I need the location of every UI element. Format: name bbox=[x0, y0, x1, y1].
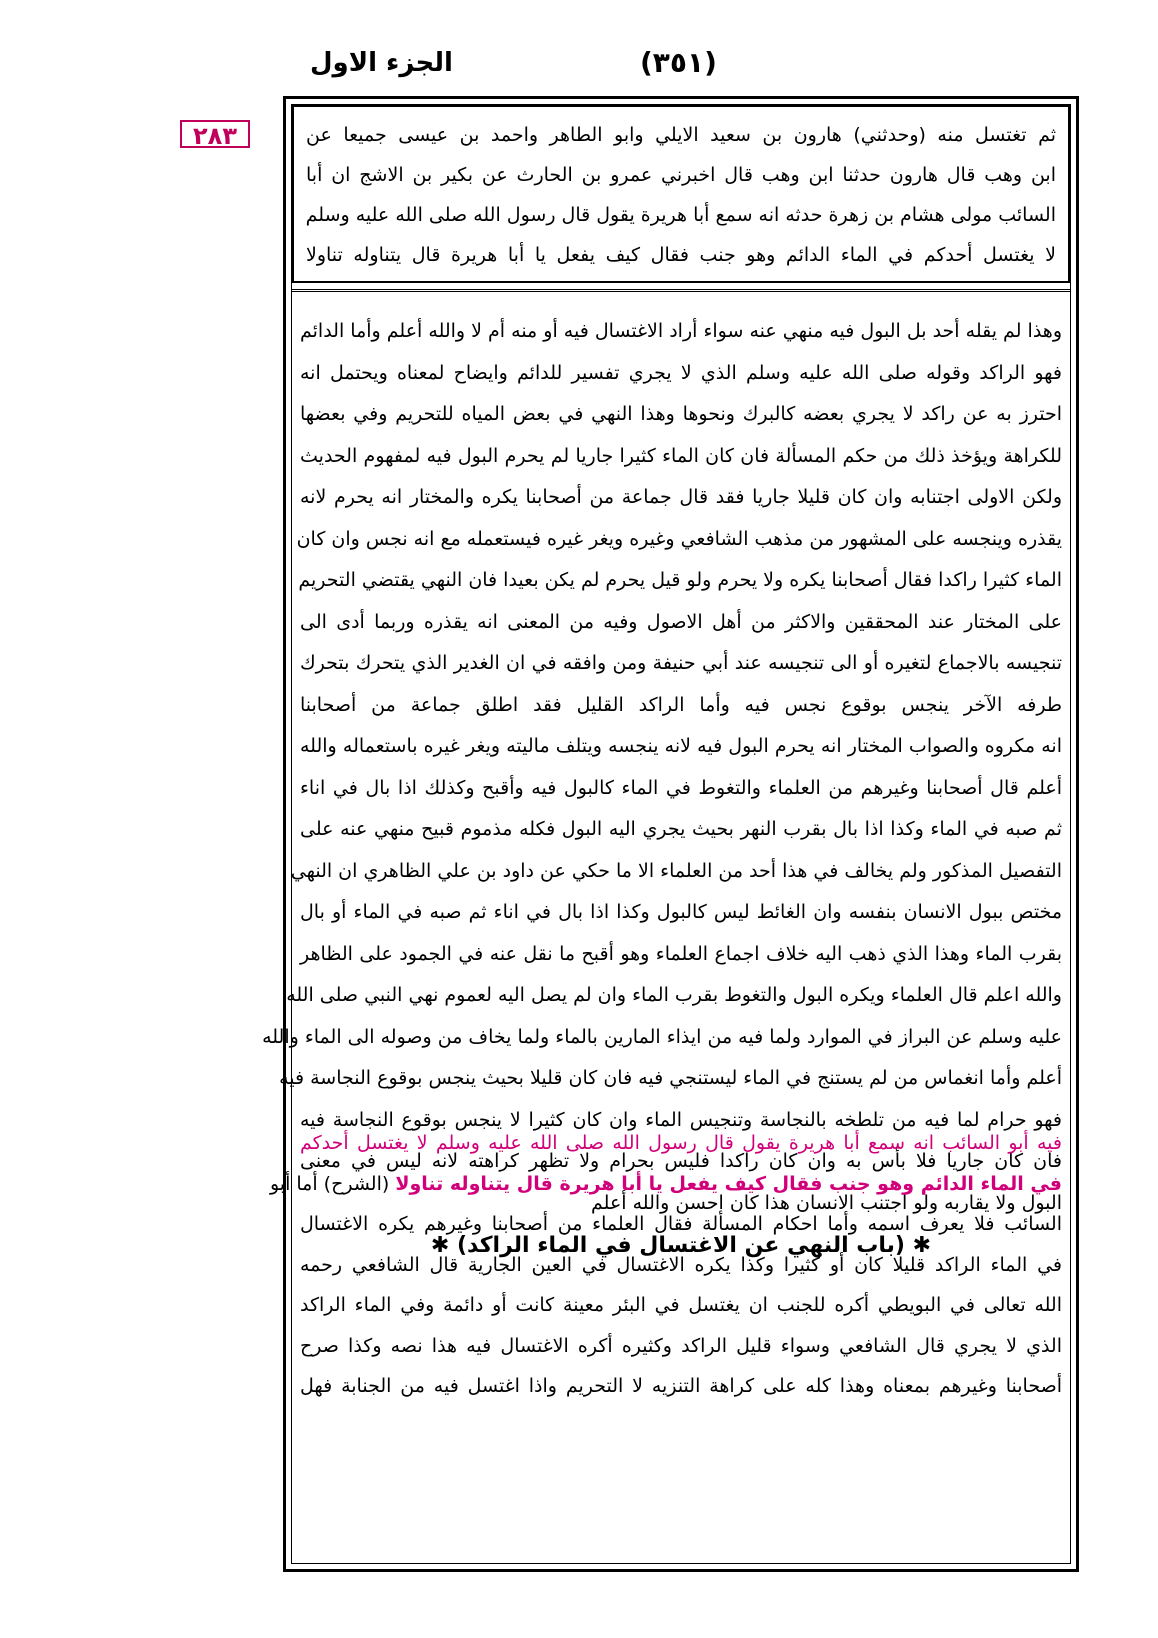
commentary-line: انه مكروه والصواب المختار انه يحرم البول فيه لانه ينجسه ويتلف ماليته ويغر غيره باستعماله والله bbox=[300, 735, 1062, 757]
commentary-line: ثم صبه في الماء وكذا اذا بال بقرب النهر بحيث يجري اليه البول فكله مذموم قبيح منهي عنه على bbox=[300, 818, 1062, 840]
commentary-line: التفصيل المذكور ولم يخالف في هذا أحد من العلماء الا ما حكي عن داود بن علي الظاهري ان النهي bbox=[290, 859, 1062, 882]
sharh-line: الله تعالى في البويطي أكره للجنب ان يغتسل في البئر معينة كانت أو دائمة وفي الماء الراكد bbox=[300, 1294, 1062, 1316]
commentary-line: البول ولا يقاربه ولو اجتنب الانسان هذا كان احسن والله أعلم bbox=[591, 1191, 1062, 1214]
hadith-line: لا يغتسل أحدكم في الماء الدائم وهو جنب فقال كيف يفعل يا أبا هريرة قال يتناوله تناولا bbox=[306, 244, 1056, 266]
star-ornament-icon: ✱ bbox=[430, 1233, 450, 1258]
chapter-hadith-line-end: في الماء الدائم وهو جنب فقال كيف يفعل يا أبا هريرة قال يتناوله تناولا bbox=[395, 1172, 1062, 1195]
page-header-title: الجزء الاول bbox=[310, 48, 453, 78]
commentary-line: فهو حرام لما فيه من تلطخه بالنجاسة وتنجيس الماء وان كان كثيرا لا ينجس بوقوع النجاسة فيه bbox=[300, 1108, 1062, 1131]
chapter-body bbox=[269, 1123, 1062, 1407]
commentary-line: والله اعلم قال العلماء ويكره البول والتغوط بقرب الماء وان لم يصل اليه لعموم نهي النبي صلى الله bbox=[286, 984, 1062, 1006]
commentary-line: احترز به عن راكد لا يجري بعضه كالبرك ونحوها وهذا النهي في بعض المياه للتحريم وفي بعضها bbox=[300, 403, 1062, 425]
commentary-line: الماء كثيرا راكدا فقال أصحابنا يكره ولا يحرم ولو قيل يحرم لم يكن بعيدا فان النهي يقتضي التحريم bbox=[298, 569, 1062, 591]
commentary-line: طرفه الآخر ينجس بوقوع نجس فيه وأما الراكد القليل فقد اطلق جماعة من أصحابنا bbox=[300, 693, 1062, 716]
commentary-line: مختص ببول الانسان بنفسه وان الغائط ليس كالبول وكذا اذا بال في اناء ثم صبه في الماء أو بال bbox=[300, 901, 1062, 923]
sharh-start: (الشرح) أما أبو bbox=[269, 1172, 396, 1195]
commentary-line: أعلم وأما انغماس من لم يستنج في الماء ليستنجي فيه فان كان قليلا بحيث ينجس بوقوع النجاسة فيه bbox=[279, 1067, 1062, 1089]
page-frame bbox=[262, 96, 1079, 1572]
sharh-line: أصحابنا وغيرهم بمعناه وهذا كله على كراهة التنزيه لا التحريم واذا اغتسل فيه من الجنابة فهل bbox=[300, 1375, 1062, 1397]
commentary-line: ولكن الاولى اجتنابه وان كان قليلا جاريا فقد قال جماعة من أصحابنا يكره والمختار انه يحرم لانه bbox=[300, 486, 1062, 508]
commentary-line: يقذره وينجسه على المشهور من مذهب الشافعي وغيره ويغر غيره فيستعمله مع انه نجس وان كان bbox=[296, 527, 1062, 550]
chapter-hadith-mixed-line bbox=[269, 1164, 1062, 1205]
commentary-line: فان كان جاريا فلا بأس به وان كان راكدا فليس بحرام ولا تظهر كراهته لانه ليس في معنى bbox=[300, 1150, 1062, 1172]
sharh-line: في الماء الراكد قليلا كان أو كثيرا وكذا يكره الاغتسال في العين الجارية قال الشافعي رحمه bbox=[300, 1253, 1062, 1276]
commentary-line: عليه وسلم عن البراز في الموارد ولما فيه من ايذاء المارين بالماء ولما يخاف من وصوله الى الماء والله bbox=[262, 1025, 1062, 1048]
hadith-number-badge: ٢٨٣ bbox=[180, 120, 250, 148]
chapter-heading-text: (باب النهي عن الاغتسال في الماء الراكد) bbox=[456, 1233, 905, 1258]
hadith-text-box bbox=[292, 105, 1070, 283]
sharh-line: الذي لا يجري قال الشافعي وسواء قليل الراكد وكثيره أكره الاغتسال فيه هذا نصه وكذا صرح bbox=[300, 1334, 1062, 1357]
section-divider bbox=[292, 289, 1070, 292]
commentary-line: أعلم قال أصحابنا وغيرهم من العلماء والتغوط في الماء كالبول فيه وأقبح وكذلك اذا بال في اناء bbox=[300, 776, 1062, 799]
page-number: (٣٥١) bbox=[640, 46, 717, 79]
commentary-line: على المختار عند المحققين والاكثر من أهل الاصول وفيه من المعنى انه يقذره وربما أدى الى bbox=[300, 610, 1062, 633]
sharh-line: السائب فلا يعرف اسمه وأما احكام المسألة فقال العلماء من أصحابنا وغيرهم يكره الاغتسال bbox=[300, 1213, 1062, 1235]
star-ornament-icon: ✱ bbox=[912, 1233, 932, 1258]
chapter-hadith-line: فيه أبو السائب انه سمع أبا هريرة يقول قال رسول الله صلى الله عليه وسلم لا يغتسل أحدكم bbox=[300, 1132, 1062, 1154]
hadith-line: ثم تغتسل منه (وحدثني) هارون بن سعيد الايلي وابو الطاهر واحمد بن عيسى جميعا عن bbox=[306, 124, 1056, 146]
hadith-line: ابن وهب قال هارون حدثنا ابن وهب قال اخبرني عمرو بن الحارث عن بكير بن الاشج ان أبا bbox=[306, 164, 1056, 186]
commentary-line: فهو الراكد وقوله صلى الله عليه وسلم الذي لا يجري تفسير للدائم وايضاح لمعناه ويحتمل انه bbox=[300, 361, 1062, 384]
commentary-line: تنجيسه بالاجماع لتغيره أو الى تنجيسه عند أبي حنيفة ومن وافقه في ان الغدير الذي يتحرك بتحرك bbox=[300, 652, 1062, 674]
commentary-line: للكراهة ويؤخذ ذلك من حكم المسألة فان كان الماء كثيرا جاريا لم يحرم البول فيه لمفهوم الحديث bbox=[300, 444, 1062, 467]
hadith-line: السائب مولى هشام بن زهرة حدثه انه سمع أبا هريرة يقول قال رسول الله صلى الله عليه وسلم bbox=[305, 204, 1056, 226]
commentary-line: بقرب الماء وهذا الذي ذهب اليه خلاف اجماع العلماء وهو أقبح ما نقل عنه في الجمود على الظاهر bbox=[300, 942, 1062, 965]
commentary-line: وهذا لم يقله أحد بل البول فيه منهي عنه سواء أراد الاغتسال فيه أو منه أم لا والله أعلم وأما الدائم bbox=[300, 320, 1062, 342]
